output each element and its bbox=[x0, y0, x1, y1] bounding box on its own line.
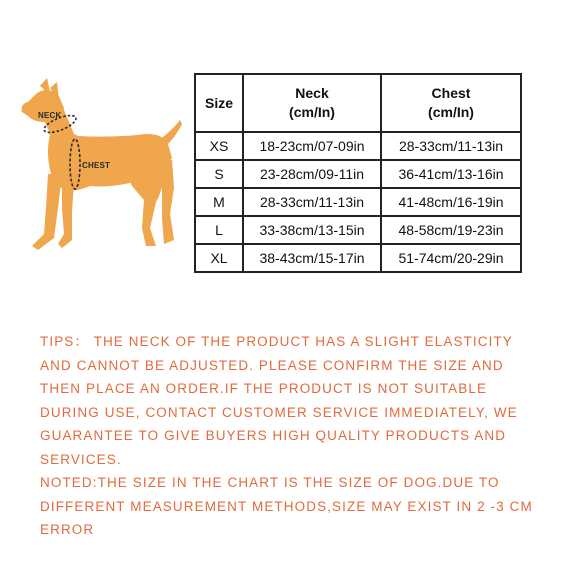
table-row bbox=[195, 216, 521, 244]
table-row bbox=[195, 132, 521, 160]
cell-chest: 48-58cm/19-23in bbox=[381, 216, 521, 244]
cell-size: XL bbox=[195, 244, 243, 272]
cell-neck: 38-43cm/15-17in bbox=[243, 244, 381, 272]
cell-size: M bbox=[195, 188, 243, 216]
dog-measurement-diagram bbox=[14, 78, 184, 263]
header-neck bbox=[243, 74, 381, 132]
cell-neck: 28-33cm/11-13in bbox=[243, 188, 381, 216]
noted-text: NOTED:THE SIZE IN THE CHART IS THE SIZE OF DOG.DUE TO DIFFERENT MEASUREMENT METHODS,SIZE MAY EXIST IN 2 -3 CM ERROR bbox=[40, 475, 533, 537]
header-size: Size bbox=[195, 74, 243, 132]
dog-silhouette-icon bbox=[14, 78, 184, 263]
notes-section bbox=[40, 330, 540, 542]
table-header-row bbox=[195, 74, 521, 132]
header-chest bbox=[381, 74, 521, 132]
chest-label: CHEST bbox=[82, 161, 111, 170]
cell-chest: 51-74cm/20-29in bbox=[381, 244, 521, 272]
size-chart-table bbox=[194, 73, 522, 273]
cell-neck: 23-28cm/09-11in bbox=[243, 160, 381, 188]
cell-size: XS bbox=[195, 132, 243, 160]
table-row bbox=[195, 160, 521, 188]
header-chest-unit: (cm/In) bbox=[428, 104, 474, 120]
header-neck-unit: (cm/In) bbox=[289, 104, 335, 120]
cell-neck: 33-38cm/13-15in bbox=[243, 216, 381, 244]
table-row bbox=[195, 188, 521, 216]
cell-chest: 41-48cm/16-19in bbox=[381, 188, 521, 216]
cell-chest: 28-33cm/11-13in bbox=[381, 132, 521, 160]
cell-size: L bbox=[195, 216, 243, 244]
table-row bbox=[195, 244, 521, 272]
neck-label: NECK bbox=[38, 111, 62, 120]
cell-size: S bbox=[195, 160, 243, 188]
cell-chest: 36-41cm/13-16in bbox=[381, 160, 521, 188]
cell-neck: 18-23cm/07-09in bbox=[243, 132, 381, 160]
tips-text: TIPS： THE NECK OF THE PRODUCT HAS A SLIGHT ELASTICITY AND CANNOT BE ADJUSTED. PLEASE CONFIRM THE SIZE AND THEN PLACE AN ORDER.IF THE PRODUCT IS NOT SUITABLE DURING USE, CONTACT CUSTOMER SERVICE IMMEDIATELY, WE GUARANTEE TO GIVE BUYERS HIGH QUALITY PRODUCTS AND SERVICES. bbox=[40, 334, 518, 467]
header-neck-label: Neck bbox=[295, 85, 329, 101]
header-chest-label: Chest bbox=[431, 85, 471, 101]
